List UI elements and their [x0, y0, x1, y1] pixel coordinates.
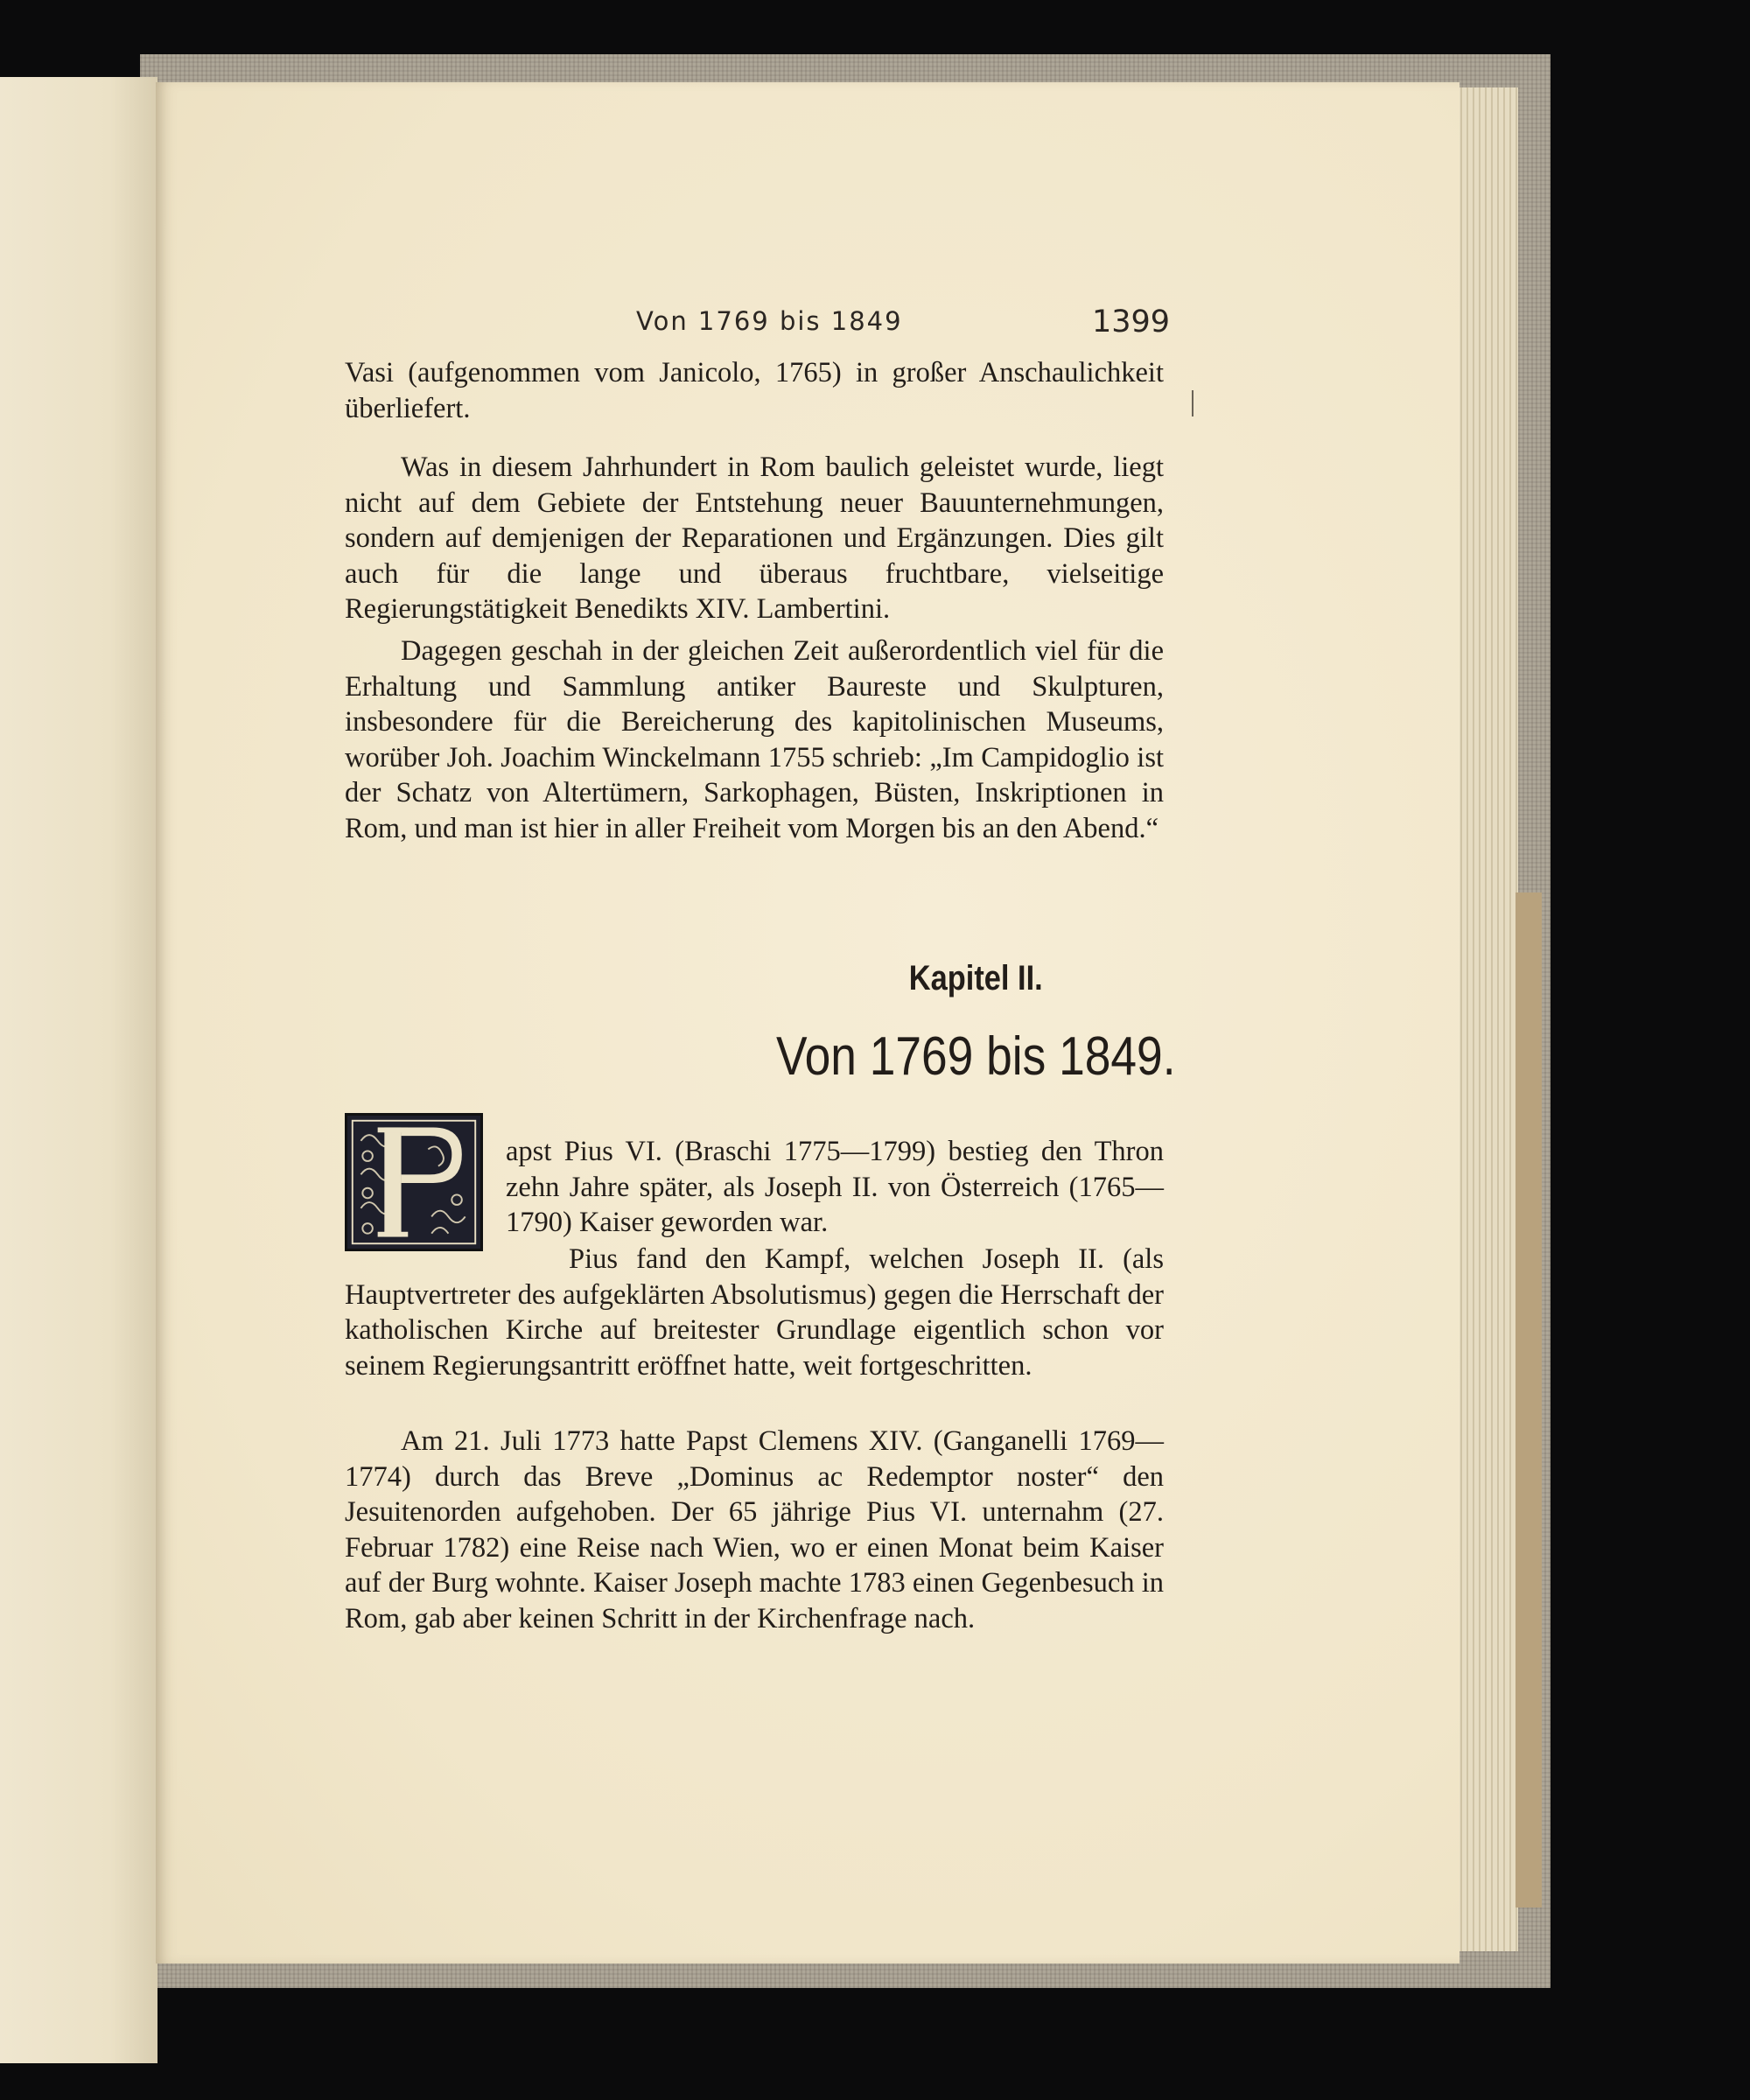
page-number: 1399: [1092, 304, 1171, 340]
paragraph-1: Vasi (aufgenommen vom Janicolo, 1765) in großer Anschaulichkeit überliefert.: [345, 357, 1164, 424]
margin-mark: [1192, 390, 1194, 416]
paragraph-4: apst Pius VI. (Braschi 1775—1799) bestieg den Thron zehn Jahre später, als Joseph II. von Österreich (1765—1790) Kaiser geworden war.: [506, 1136, 1164, 1238]
running-head: Von 1769 bis 1849: [636, 306, 903, 336]
paragraph-5-text: Pius fand den Kampf, welchen Joseph II. (als Hauptvertreter des aufgeklärten Absolutismus) gegen die Herrschaft der katholischen Kirche auf breitester Grundlage eigentlich schon vor seinem Regierungsantritt eröffnet hatte, weit fortgeschritten.: [345, 1243, 1164, 1382]
chapter-label: Kapitel II.: [908, 959, 1043, 998]
chapter-title: Von 1769 bis 1849.: [775, 1026, 1176, 1087]
paragraph-5: [345, 1242, 1164, 1383]
paragraph-6: Am 21. Juli 1773 hatte Papst Clemens XIV. (Ganganelli 1769—1774) durch das Breve „Dominus ac Redemptor noster“ den Jesuitenorden aufgehoben. Der 65 jährige Pius VI. unternahm (27. Februar 1782) eine Reise nach Wien, wo er einen Monat beim Kaiser auf der Burg wohnte. Kaiser Joseph machte 1783 einen Gegenbesuch in Rom, gab aber keinen Schritt in der Kirchenfrage nach.: [345, 1425, 1164, 1634]
paragraph-3: Dagegen geschah in der gleichen Zeit außerordentlich viel für die Erhaltung und Sammlung antiker Baureste und Skulpturen, insbesondere für die Bereicherung des kapitolinischen Museums, worüber Joh. Joachim Winckelmann 1755 schrieb: „Im Campidoglio ist der Schatz von Altertümern, Sarkophagen, Büsten, Inskriptionen in Rom, und man ist hier in aller Freiheit vom Morgen bis an den Abend.“: [345, 635, 1164, 844]
paragraph-2: Was in diesem Jahrhundert in Rom baulich geleistet wurde, liegt nicht auf dem Gebiete der Entstehung neuer Bauunternehmungen, sondern auf demjenigen der Reparationen und Ergänzungen. Dies gilt auch für die lange und überaus fruchtbare, vielseitige Regierungstätigkeit Benedikts XIV. Lambertini.: [345, 452, 1164, 625]
decorated-initial-icon: [345, 1113, 483, 1251]
